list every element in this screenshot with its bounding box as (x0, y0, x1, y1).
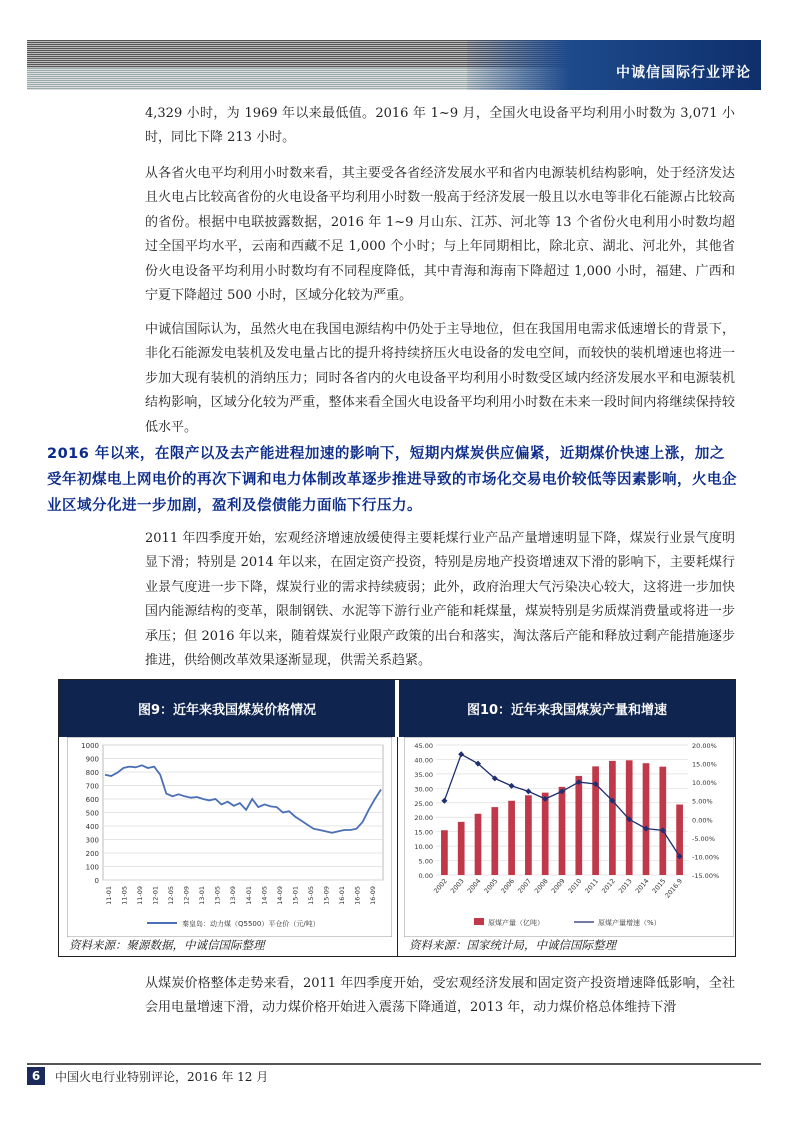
fig10-xtick: 2013 (616, 877, 634, 895)
fig10-bar (508, 801, 515, 875)
fig10-ytick: 40.00 (414, 756, 433, 765)
fig10-svg (404, 737, 734, 937)
fig9-xtick: 15-01 (291, 886, 300, 905)
paragraph-1: 4,329 小时，为 1969 年以来最低值。2016 年 1~9 月，全国火电设备平均利用小时数为 3,071 小时，同比下降 213 小时。 (145, 106, 735, 146)
fig10-bar (659, 767, 666, 875)
fig10-xtick: 2010 (566, 877, 584, 895)
footer-text: 中国火电行业特别评论，2016 年 12 月 (55, 1070, 269, 1084)
fig10-ytick: 15.00 (414, 828, 433, 837)
fig9-xtick: 14-09 (275, 886, 284, 905)
fig10-y2tick: -15.00% (692, 872, 720, 880)
fig9-title: 图9：近年来我国煤炭价格情况 (59, 680, 395, 737)
fig9-xtick: 12-01 (151, 886, 160, 905)
fig9-ytick: 700 (85, 782, 99, 791)
fig10-legend-bar-swatch (474, 918, 484, 925)
fig10-xtick: 2009 (549, 877, 567, 895)
fig10-legend-bar-label: 原煤产量（亿吨） (488, 919, 544, 927)
fig10-bar (542, 793, 549, 875)
header-title: 中诚信国际行业评论 (616, 65, 751, 81)
fig10-xtick: 2011 (583, 877, 601, 895)
figure-frame (58, 679, 736, 957)
fig10-xtick: 2005 (482, 877, 500, 895)
paragraph-2: 从各省火电平均利用小时数来看，其主要受各省经济发展水平和省内电源装机结构影响，处于经济发达且火电占比较高省份的火电设备平均利用小时数一般高于经济发展一般且以水电等非化石能源占比较高的省份。根据中电联披露数据，2016 年 1~9 月山东、江苏、河北等 13 个省份火电利用小时数均超过全国平均水平，云南和西藏不足 1,000 个小时；与上年同期相比，除北京、湖北、河北外，其他省份火电设备平均利用小时数均有不同程度降低，其中青海和海南下降超过 1,000 小时，福建、广西和宁夏下降超过 500 小时，区域分化较为严重。 (145, 166, 735, 304)
fig10-plot-frame (404, 737, 734, 937)
header-logo-band (467, 40, 761, 90)
highlight-paragraph: 2016 年以来，在限产以及去产能进程加速的影响下，短期内煤炭供应偏紧，近期煤价快速上涨，加之受年初煤电上网电价的再次下调和电力体制改革逐步推进导致的市场化交易电价较低等因素影响，火电企业区域分化进一步加剧，盈利及偿债能力面临下行压力。 (47, 446, 737, 514)
fig10-y2tick: 15.00% (692, 760, 717, 769)
fig9-xtick: 13-01 (198, 886, 207, 905)
fig10-legend-line-label: 原煤产量增速（%） (598, 919, 661, 927)
fig9-legend-label: 秦皇岛：动力煤（Q5500）平仓价（元/吨） (182, 920, 320, 928)
fig9-xtick: 13-05 (213, 886, 222, 905)
fig10-xtick: 2007 (516, 877, 533, 895)
fig9-source: 资料来源：聚源数据，中诚信国际整理 (69, 938, 265, 952)
fig9-ytick: 0 (94, 877, 99, 885)
fig10-xtick: 2015 (650, 877, 668, 895)
header-divider (396, 680, 399, 737)
fig10-xtick: 2016.9 (663, 877, 685, 900)
fig10-ytick: 0.00 (418, 872, 433, 880)
fig9-ytick: 200 (85, 850, 99, 858)
fig10-y2tick: -5.00% (692, 834, 715, 843)
fig10-y2tick: 5.00% (692, 797, 713, 806)
page-header (27, 40, 761, 90)
fig9-ytick: 400 (85, 823, 99, 831)
fig9-xtick: 13-09 (229, 886, 238, 905)
fig9-ytick: 300 (85, 836, 99, 845)
fig10-y2tick: 10.00% (692, 779, 717, 788)
fig10-ytick: 5.00 (418, 857, 433, 866)
fig10-bar (458, 822, 465, 875)
fig9-chart (67, 737, 392, 937)
fig10-xtick: 2008 (532, 877, 550, 895)
fig9-xtick: 11-05 (120, 886, 129, 905)
fig10-xtick: 2004 (465, 877, 483, 895)
fig10-xtick: 2002 (432, 877, 449, 895)
fig10-title: 图10：近年来我国煤炭产量和增速 (399, 680, 735, 737)
fig10-bar (676, 805, 683, 875)
fig9-ytick: 100 (85, 863, 99, 872)
fig9-ytick: 600 (85, 796, 99, 804)
fig10-chart (404, 737, 734, 937)
fig10-bar (609, 761, 616, 875)
fig9-xtick: 16-05 (353, 886, 362, 905)
page-footer (27, 1063, 761, 1087)
fig9-xtick: 11-01 (104, 886, 113, 905)
figure-divider (397, 737, 398, 957)
fig10-bar (475, 814, 482, 875)
fig10-bar (441, 830, 448, 875)
fig10-ytick: 10.00 (414, 843, 433, 852)
fig9-xtick: 14-05 (260, 886, 269, 905)
fig9-xtick: 16-09 (369, 886, 378, 905)
fig10-xtick: 2014 (633, 877, 651, 895)
paragraph-3: 中诚信国际认为，虽然火电在我国电源结构中仍处于主导地位，但在我国用电需求低速增长的背景下，非化石能源发电装机及发电量占比的提升将持续挤压火电设备的发电空间，而较快的装机增速也将进一步加大现有装机的消纳压力；同时各省内的火电设备平均利用小时数受区域内经济发展水平和电源装机结构影响，区域分化较为严重，整体来看全国火电设备平均利用小时数在未来一段时间内将继续保持较低水平。 (145, 322, 735, 435)
fig9-xtick: 12-05 (167, 886, 175, 905)
fig10-bar (525, 795, 532, 875)
fig9-ytick: 900 (85, 755, 99, 764)
fig10-y2tick: -10.00% (692, 853, 720, 862)
paragraph-4: 2011 年四季度开始，宏观经济增速放缓使得主要耗煤行业产品产量增速明显下降，煤炭行业景气度明显下滑；特别是 2014 年以来，在固定资产投资，特别是房地产投资增速双下滑的影响下，主要耗煤行业景气度进一步下降，煤炭行业的需求持续疲弱；此外，政府治理大气污染决心较大，这将进一步加快国内能源结构的变革，限制钢铁、水泥等下游行业产能和耗煤量，煤炭特别是劣质煤消费量或将进一步承压；但 2016 年以来，随着煤炭行业限产政策的出台和落实，淘汰落后产能和释放过剩产能措施逐步推进，供给侧改革效果逐渐显现，供需关系趋紧。 (145, 531, 735, 669)
page-number: 6 (27, 1067, 45, 1085)
fig10-xtick: 2003 (448, 877, 466, 895)
fig10-ytick: 30.00 (414, 785, 433, 794)
paragraph-5: 从煤炭价格整体走势来看，2011 年四季度开始，受宏观经济发展和固定资产投资增速降低影响，全社会用电量增速下滑，动力煤价格开始进入震荡下降通道，2013 年，动力煤价格总体维持下滑 (145, 976, 735, 1016)
fig10-ytick: 35.00 (414, 770, 433, 779)
fig9-xtick: 15-09 (322, 886, 331, 905)
fig9-xtick: 12-09 (182, 886, 191, 905)
fig10-ytick: 45.00 (414, 742, 433, 750)
fig10-y2tick: 20.00% (692, 742, 717, 750)
fig10-source: 资料来源：国家统计局，中诚信国际整理 (409, 938, 616, 952)
fig9-ytick: 500 (85, 809, 99, 818)
fig10-ytick: 25.00 (414, 799, 433, 808)
fig9-xtick: 15-05 (307, 886, 315, 905)
fig10-xtick: 2012 (600, 877, 617, 895)
fig10-ytick: 20.00 (414, 814, 433, 823)
fig10-bar (559, 787, 566, 875)
fig9-xtick: 11-09 (135, 886, 144, 905)
fig10-bar (491, 807, 498, 875)
fig9-ytick: 1000 (81, 742, 99, 750)
fig10-y2tick: 0.00% (692, 816, 713, 825)
fig9-xtick: 16-01 (338, 886, 347, 905)
fig10-xtick: 2006 (499, 877, 517, 895)
fig10-bar (575, 776, 582, 875)
fig9-svg (67, 737, 392, 937)
fig9-ytick: 800 (85, 769, 99, 777)
fig10-bar (643, 763, 650, 875)
fig9-xtick: 14-01 (244, 886, 253, 905)
